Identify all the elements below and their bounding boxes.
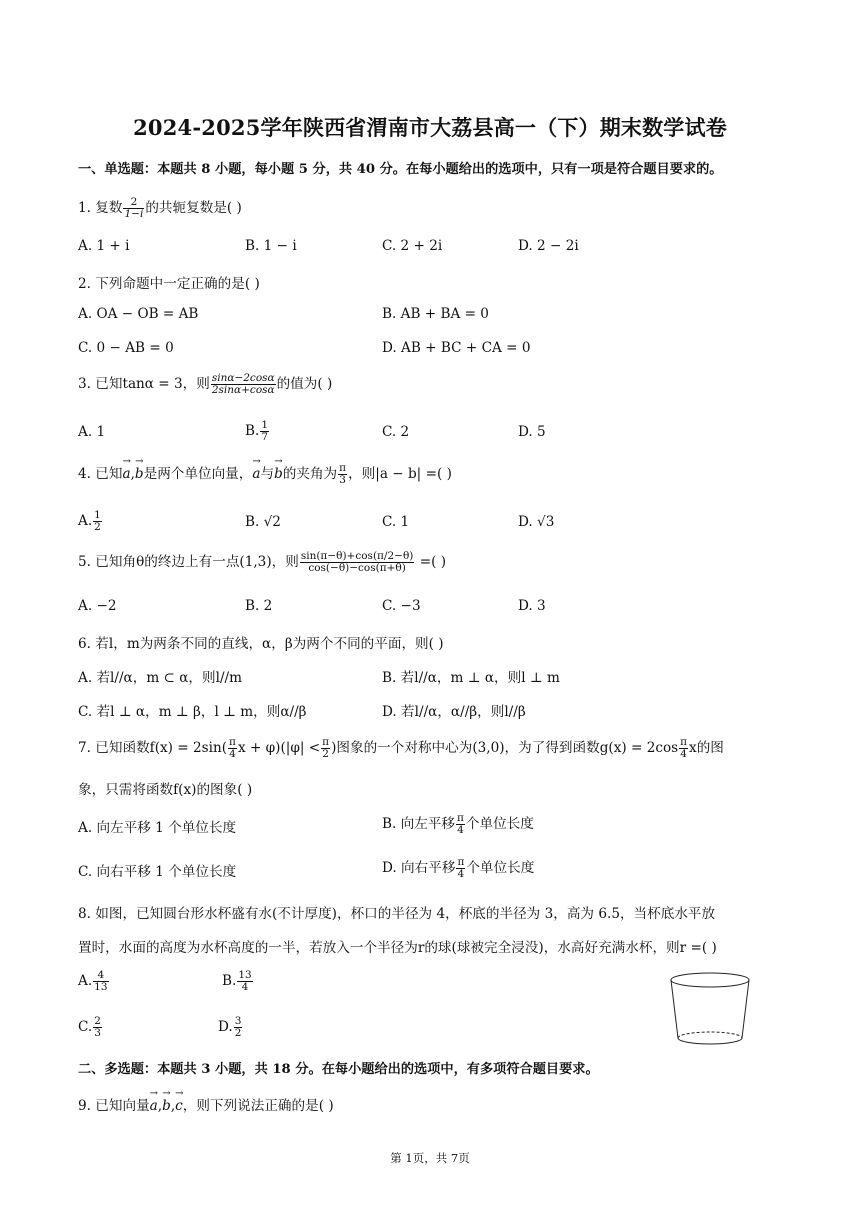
q3-option-b-fraction: $\frac{1}{7}$ [261, 419, 268, 443]
q7-option-c: C. 向右平移 1 个单位长度 [78, 864, 237, 880]
section-multiple-choice: 二、多选题：本题共 3 小题，共 18 分。在每小题给出的选项中，有多项符合题目要求。 [78, 1062, 599, 1077]
q2-option-c: C. 0 − AB = 0 [78, 340, 174, 356]
section-single-choice: 一、单选题：本题共 8 小题，每小题 5 分，共 40 分。在每小题给出的选项中，只有一项是符合题目要求的。 [78, 162, 723, 177]
q6-option-b: B. 若l//α，m ⊥ α，则l ⊥ m [382, 670, 560, 686]
q7-option-b: B. 向左平移 $\frac{\pi}{4}$ 个单位长度 [382, 812, 534, 836]
q6-option-a: A. 若l//α，m ⊂ α，则l//m [78, 670, 243, 686]
question-5-stem: 5. 已知角θ的终边上有一点(1,3)，则 $\frac{\sin(\pi-\theta)+\cos(\pi/2-\theta)}{\cos(-\theta)-\cos(\pi+\theta)}$ =( ) [78, 550, 447, 574]
q3-option-a: A. 1 [78, 424, 106, 440]
q4-option-a-fraction: $\frac{1}{2}$ [94, 509, 101, 533]
question-8-line-2: 置时，水面的高度为水杯高度的一半，若放入一个半径为r的球(球被完全浸没)，水高好充满水杯，则r =( ) [78, 940, 717, 956]
question-9-stem: 9. 已知向量→ a,→ b,→ c，则下列说法正确的是( ) [78, 1094, 334, 1114]
q8-option-a: A. $\frac{4}{13}$ [78, 969, 108, 993]
q1-option-c: C. 2 + 2i [382, 238, 443, 254]
q4-fraction: $\frac{\pi}{3}$ [339, 462, 347, 486]
q3-fraction: $\frac{\sin\alpha-2\cos\alpha}{2\sin\alpha+\cos\alpha}$ [211, 372, 275, 396]
question-3-stem: 3. 已知tanα = 3，则 $\frac{\sin\alpha-2\cos\alpha}{2\sin\alpha+\cos\alpha}$ 的值为( ) [78, 372, 333, 396]
q1-option-d: D. 2 − 2i [518, 238, 579, 254]
q7-option-d: D. 向右平移 $\frac{\pi}{4}$ 个单位长度 [382, 856, 535, 880]
q2-option-a: A. OA − OB = AB [78, 306, 199, 322]
question-8-line-1: 8. 如图，已知圆台形水杯盛有水(不计厚度)，杯口的半径为 4，杯底的半径为 3，高为 6.5，当杯底水平放 [78, 906, 716, 922]
q5-option-a: A. −2 [78, 598, 117, 614]
q3-option-c: C. 2 [382, 424, 410, 440]
q2-option-d: D. AB + BC + CA = 0 [382, 340, 531, 356]
page-title: 2024-2025学年陕西省渭南市大荔县高一（下）期末数学试卷 [133, 115, 727, 140]
cup-figure [662, 970, 758, 1054]
q5-fraction: $\frac{\sin(\pi-\theta)+\cos(\pi/2-\theta)}{\cos(-\theta)-\cos(\pi+\theta)}$ [300, 550, 414, 574]
q4-option-d: D. √3 [518, 514, 555, 530]
q1-option-b: B. 1 − i [245, 238, 297, 254]
q5-option-b: B. 2 [245, 598, 273, 614]
q8-option-b: B. $\frac{13}{4}$ [222, 969, 252, 993]
question-7-line-2: 象，只需将函数f(x)的图象( ) [78, 782, 253, 798]
question-2-stem: 2. 下列命题中一定正确的是( ) [78, 276, 260, 292]
q6-option-d: D. 若l//α，α//β，则l//β [382, 704, 526, 720]
q3-option-d: D. 5 [518, 424, 546, 440]
question-7-line-1: 7. 已知函数f(x) = 2sin( $\frac{\pi}{4}$ x + φ)(|φ| < $\frac{\pi}{2}$ )图象的一个对称中心为(3,0)，为了得到函数g(x) = 2cos $\frac{\pi}{4}$ x的图 [78, 736, 724, 760]
q1-fraction: $\frac{2}{1-i}$ [124, 196, 144, 220]
q4-option-c: C. 1 [382, 514, 410, 530]
question-4-stem: 4. 已知→ a,→ b是两个单位向量，→ a与→ b的夹角为 $\frac{\pi}{3}$ ，则|a − b| =( ) [78, 462, 452, 486]
q5-option-d: D. 3 [518, 598, 546, 614]
q7-option-a: A. 向左平移 1 个单位长度 [78, 820, 237, 836]
page-footer: 第 1页，共 7页 [390, 1151, 470, 1165]
q4-option-b: B. √2 [245, 514, 281, 530]
q8-option-c: C. $\frac{2}{3}$ [78, 1015, 101, 1039]
q5-option-c: C. −3 [382, 598, 421, 614]
q4-option-a: A. $\frac{1}{2}$ [78, 509, 101, 533]
q2-option-b: B. AB + BA = 0 [382, 306, 489, 322]
question-6-stem: 6. 若l，m为两条不同的直线，α，β为两个不同的平面，则( ) [78, 636, 444, 652]
question-1-stem: 1. 复数 $\frac{2}{1-i}$ 的共轭复数是( ) [78, 196, 242, 220]
q8-option-d: D. $\frac{3}{2}$ [218, 1015, 242, 1039]
q1-option-a: A. 1 + i [78, 238, 130, 254]
q3-option-b: B. $\frac{1}{7}$ [245, 419, 268, 443]
q6-option-c: C. 若l ⊥ α，m ⊥ β，l ⊥ m，则α//β [78, 704, 307, 720]
